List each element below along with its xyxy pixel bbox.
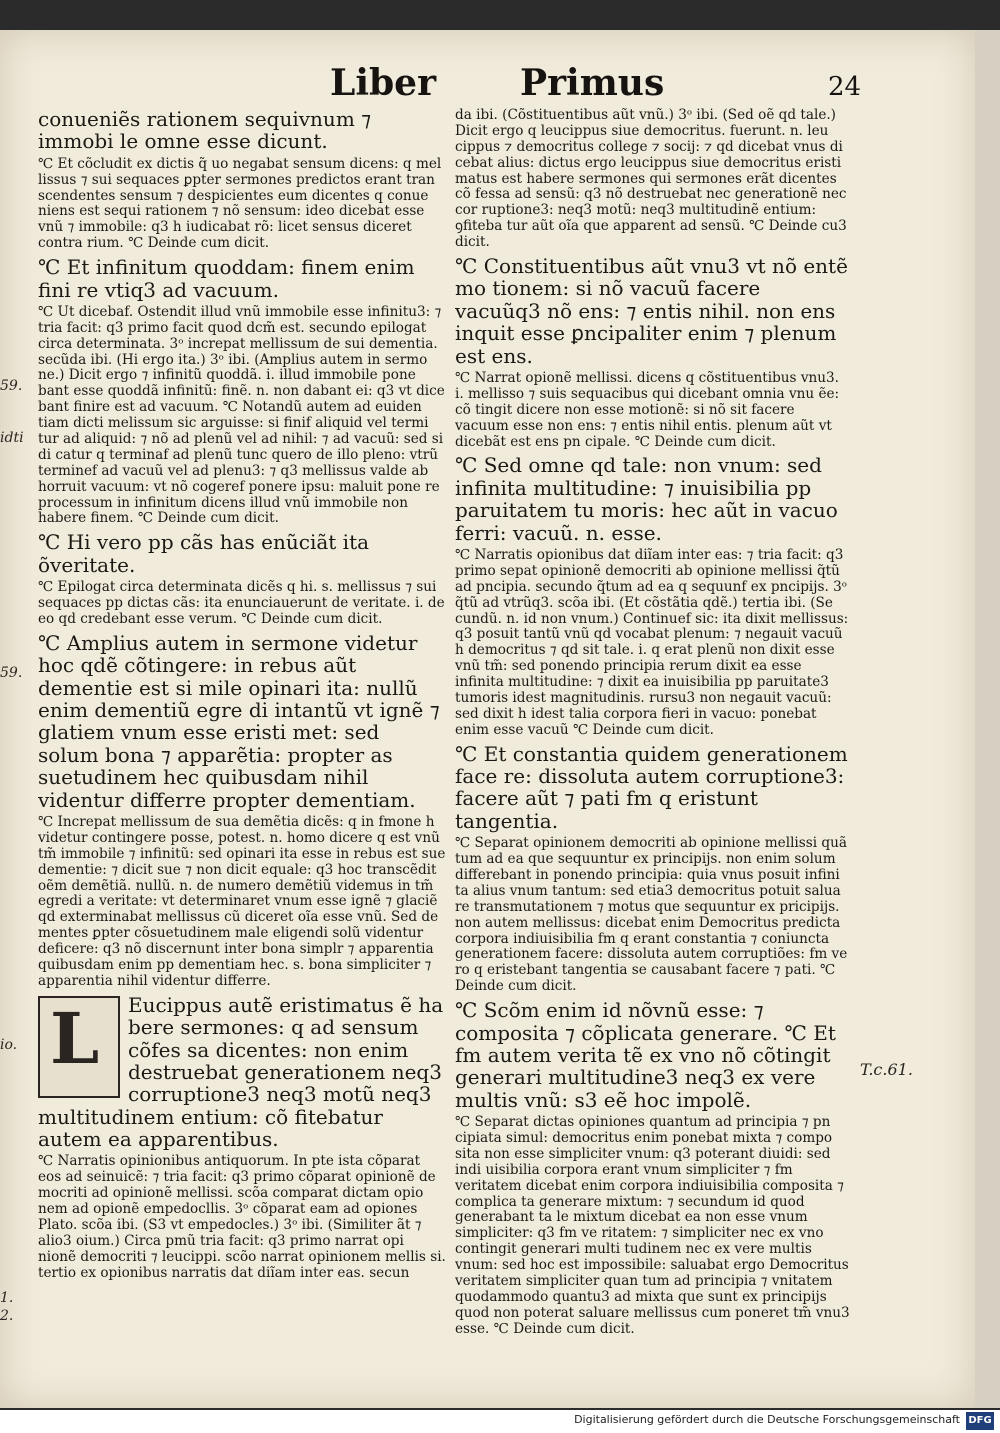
initial-letter: L <box>50 996 100 1080</box>
margin-note: idti <box>0 430 24 446</box>
lemma-text: Eucippus autẽ eristimatus ẽ ha bere sermones: q ad sensum cõfes sa dicentes: non enim destruebat generationem neq3 corruptione3 neq3 motũ neq3 multitudinem entium: cõ fitebatur autem ea apparentibus. <box>38 992 444 1152</box>
commentary-paragraph: ℃ Epilogat circa determinata dicẽs q hi. s. mellissus ⁊ sui sequaces pp dictas cãs: ita enunciauerunt de veritate. i. de eo qd credebant esse verum. ℃ Deinde cum dicit. <box>38 579 445 627</box>
header-liber: Liber <box>330 62 437 104</box>
commentary-paragraph: ℃ Narrat opionẽ mellissi. dicens q cõstituentibus vnu3. i. mellisso ⁊ suis sequacibus qui dicebant omnia vnu ẽe: cõ tingit dicere non esse motionẽ: si nõ sit facere vacuum esse non ens: ⁊ entis nihil entis. plenum aũt vt dicebãt est ens pn cipale. ℃ Deinde cum dicit. <box>455 369 840 450</box>
footer-credit: Digitalisierung gefördert durch die Deutsche Forschungsgemeinschaft <box>574 1413 960 1426</box>
margin-note: T.c.61. <box>860 1060 913 1079</box>
margin-note: 1. <box>0 1290 14 1306</box>
lemma-paragraph: ℃ Constituentibus aũt vnu3 vt nõ entẽ mo tionem: si nõ vacuũ facere vacuũq3 nõ ens: ⁊ entis nihil. non ens inquit esse ꝑncipaliter enim ⁊ plenum est ens. <box>455 254 848 368</box>
page-number: 24 <box>828 72 862 102</box>
lemma-paragraph: ℃ Amplius autem in sermone videtur hoc qdẽ cõtingere: in rebus aũt dementie est si mile opinari ita: nullũ enim dementiũ egre di intantũ vt ignẽ ⁊ glatiem vnum esse eristi met: sed solum bona ⁊ apparẽtia: propter as suetudinem hec quibusdam nihil videntur differre propter dementiam. <box>38 630 440 812</box>
commentary-paragraph: ℃ Narratis opionibus dat diĩam inter eas: ⁊ tria facit: q3 primo sepat opinionẽ democriti ab opinione mellissi q̃tũ ad pncipia. secundo q̃tum ad ea q sequunf ex pncipijs. 3ᵒ q̃tũ ad vtrũq3. scõa ibi. (Et cõstãtia qdẽ.) tertia ibi. (Se cundũ. n. id non vnum.) Continuef sic: ita dixit mellissus: q3 posuit tantũ vnũ qd vocabat plenum: ⁊ negauit vacuũ h democritus ⁊ qd sit tale. i. q erat plenũ non dixit esse vnũ tm̃: sed ponendo principia rerum dixit ea esse infinita multitudine: ⁊ dixit ea inuisibilia pp paruitate3 tumoris idest magnitudinis. rursu3 non negauit vacuũ: sed dixit h idest talia corpora fieri in vacuo: ponebat enim esse vacuũ ℃ Deinde cum dicit. <box>455 546 849 738</box>
dfg-logo: DFG <box>966 1412 994 1430</box>
lemma-paragraph <box>38 994 446 1151</box>
lemma-paragraph: ℃ Sed omne qd tale: non vnum: sed infinita multitudine: ⁊ inuisibilia pp paruitatem tu moris: hec aũt in vacuo ferri: vacuũ. n. esse. <box>455 453 838 545</box>
lemma-paragraph: ℃ Et infinitum quoddam: finem enim fini re vtiq3 ad vacuum. <box>38 255 415 302</box>
running-header <box>0 62 975 112</box>
left-text-column <box>38 108 446 1293</box>
commentary-paragraph: da ibi. (Cõstituentibus aũt vnũ.) 3ᵒ ibi. (Sed oẽ qd tale.) Dicit ergo q leucippus siue democritus. fuerunt. n. leu cippus ⁊ democritus college ⁊ socij: ⁊ qd dicebat vnus di cebat alius: dictus ergo leucippus siue democritus eristi matus est habere sermones qui sermones erãt dicentes cõ fessa ad sensũ: q3 nõ destruebat nec generationẽ nec cor ruptione3: neq3 motũ: neq3 multitudinẽ entium: ꝯfiteba tur aũt oĩa que apparent ad sensũ. ℃ Deinde cu3 dicit. <box>455 108 847 251</box>
commentary-paragraph: ℃ Separat opinionem democriti ab opinione mellissi quã tum ad ea que sequuntur ex principijs. non enim solum differebant in ponendo principia: quia vnus posuit infini ta alius vnum tantum: sed etia3 democritus potuit salua re transmutationem ⁊ motus que sequuntur ex pricipijs. non autem mellissus: dicebat enim Democritus predicta corpora indiuisibilia fm q erant constantia ⁊ coniuncta generationem facere: dissoluta autem corruptiões: fm ve ro q eristebant tangentia se causabant facere ⁊ pati. ℃ Deinde cum dicit. <box>455 835 848 995</box>
footer-bar <box>0 1410 1000 1433</box>
margin-note: io. <box>0 1037 18 1053</box>
decorated-initial <box>38 996 120 1098</box>
margin-note: 59. <box>0 378 23 394</box>
commentary-paragraph: ℃ Separat dictas opiniones quantum ad principia ⁊ pn cipiata simul: democritus enim ponebat mixta ⁊ compo sita non esse simpliciter vnum: q3 poterant diuidi: sed indi uisibilia corpora erant vnum simpliciter ⁊ fm veritatem dicebat enim corpora indiuisibilia composita ⁊ complica ta generare mixtum: ⁊ secundum id quod generabant ta le mixtum dicebat ea non esse vnum simpliciter: q3 fm ve ritatem: ⁊ simpliciter nec ex vno contingit generari multi tudinem nec ex vere multis vnum: sed hoc est impossibile: saluabat ergo Democritus veritatem simpliciter quan tum ad principia ⁊ vnitatem quodammodo quantu3 ad mixta que sunt ex principijs quod non poterat saluare mellissus cum poneret tm̃ vnu3 esse. ℃ Deinde cum dicit. <box>455 1114 850 1337</box>
commentary-paragraph: ℃ Increpat mellissum de sua demẽtia dicẽs: q in fmone h videtur contingere posse, potest. n. homo dicere q est vnũ tm̃ immobile ⁊ infinitũ: sed opinari ita esse in rebus est sue dementie: ⁊ dicit sue ⁊ non dicit equale: q3 hoc transcẽdit oẽm demẽtiã. nullũ. n. de numero demẽtiũ videmus in tm̃ egredi a veritate: vt determinaret vnum esse ignẽ ⁊ glaciẽ qd exterminabat mellissus cũ diceret oĩa esse vnũ. Sed de mentes ꝑpter cõsuetudinem male eligendi solũ videntur deficere: q3 nõ discernunt inter bona simplr ⁊ apparentia quibusdam enim pp dementiam hec. s. bona simpliciter ⁊ apparentia nihil videntur differre. <box>38 813 446 989</box>
lemma-paragraph: ℃ Et constantia quidem generationem face re: dissoluta autem corruptione3: facere aũt ⁊ pati fm q eristunt tangentia. <box>455 741 848 833</box>
commentary-paragraph: ℃ Et cõcludit ex dictis q̃ uo negabat sensum dicens: q mel lissus ⁊ sui sequaces ꝑpter sermones predictos erant tran scendentes sensum ⁊ despicientes eum dicentes q conue niens est sequi rationem ⁊ nõ sensum: ideo dicebat esse vnũ ⁊ immobile: q3 h iudicabat rõ: licet sensus diceret contra rium. ℃ Deinde cum dicit. <box>38 155 442 252</box>
lemma-paragraph: conueniẽs rationem sequivnum ⁊ immobi le omne esse dicunt. <box>38 108 372 154</box>
commentary-paragraph: ℃ Ut dicebaf. Ostendit illud vnũ immobile esse infinitu3: ⁊ tria facit: q3 primo facit quod dcm̃ est. secundo epilogat circa determinata. 3ᵒ increpat mellissum de sui dementia. secũda ibi. (Hi ergo ita.) 3ᵒ ibi. (Amplius autem in sermo ne.) Dicit ergo ⁊ infinitũ quoddã. i. illud immobile pone bant esse quoddã infinitũ: finẽ. n. non dabant ei: q3 vt dice bant finire est ad vacuum. ℃ Notandũ autem ad euiden tiam dicti melissum sic arguisse: si finif aliquid vel termi tur ad aliquid: ⁊ nõ ad plenũ vel ad nihil: ⁊ ad vacuũ: sed si di catur q terminaf ad plenũ tunc quero de illo pleno: vtrũ terminef ad vacuũ vel ad plenu3: ⁊ q3 mellissus valde ab horruit vacuum: vt nõ cogeref ponere ipsu: maluit pone re processum in infinitum dicens illud vnũ immobile non habere finem. ℃ Deinde cum dicit. <box>38 303 445 527</box>
header-primus: Primus <box>520 62 665 104</box>
margin-note: 2. <box>0 1308 14 1324</box>
lemma-paragraph: ℃ Scõm enim id nõvnũ esse: ⁊ composita ⁊ cõplicata generare. ℃ Et fm autem verita tẽ ex vno nõ cõtingit generari multitudine3 neq3 ex vere multis vnũ: s3 eẽ hoc impolẽ. <box>455 998 836 1112</box>
page-edge <box>975 30 1000 1408</box>
lemma-paragraph: ℃ Hi vero pp cãs has enũciãt ita õveritate. <box>38 530 370 577</box>
margin-note: 59. <box>0 665 23 681</box>
right-text-column <box>455 108 850 1358</box>
commentary-paragraph: ℃ Narratis opinionibus antiquorum. In pte ista cõparat eos ad seinuicẽ: ⁊ tria facit: q3 primo cõparat opinionẽ de mocriti ad opinionẽ mellissi. scõa comparat dictam opio nem ad opionẽ empedocllis. 3ᵒ cõparat eam ad opiones Plato. scõa ibi. (S3 vt empedocles.) 3ᵒ ibi. (Similiter ãt ⁊ alio3 oium.) Circa pmũ tria facit: q3 primo narrat opi nionẽ democriti ⁊ leucippi. scõo narrat opinionem mellis si. tertio ex opionibus narratis dat diĩam inter eas. secun <box>38 1153 446 1281</box>
